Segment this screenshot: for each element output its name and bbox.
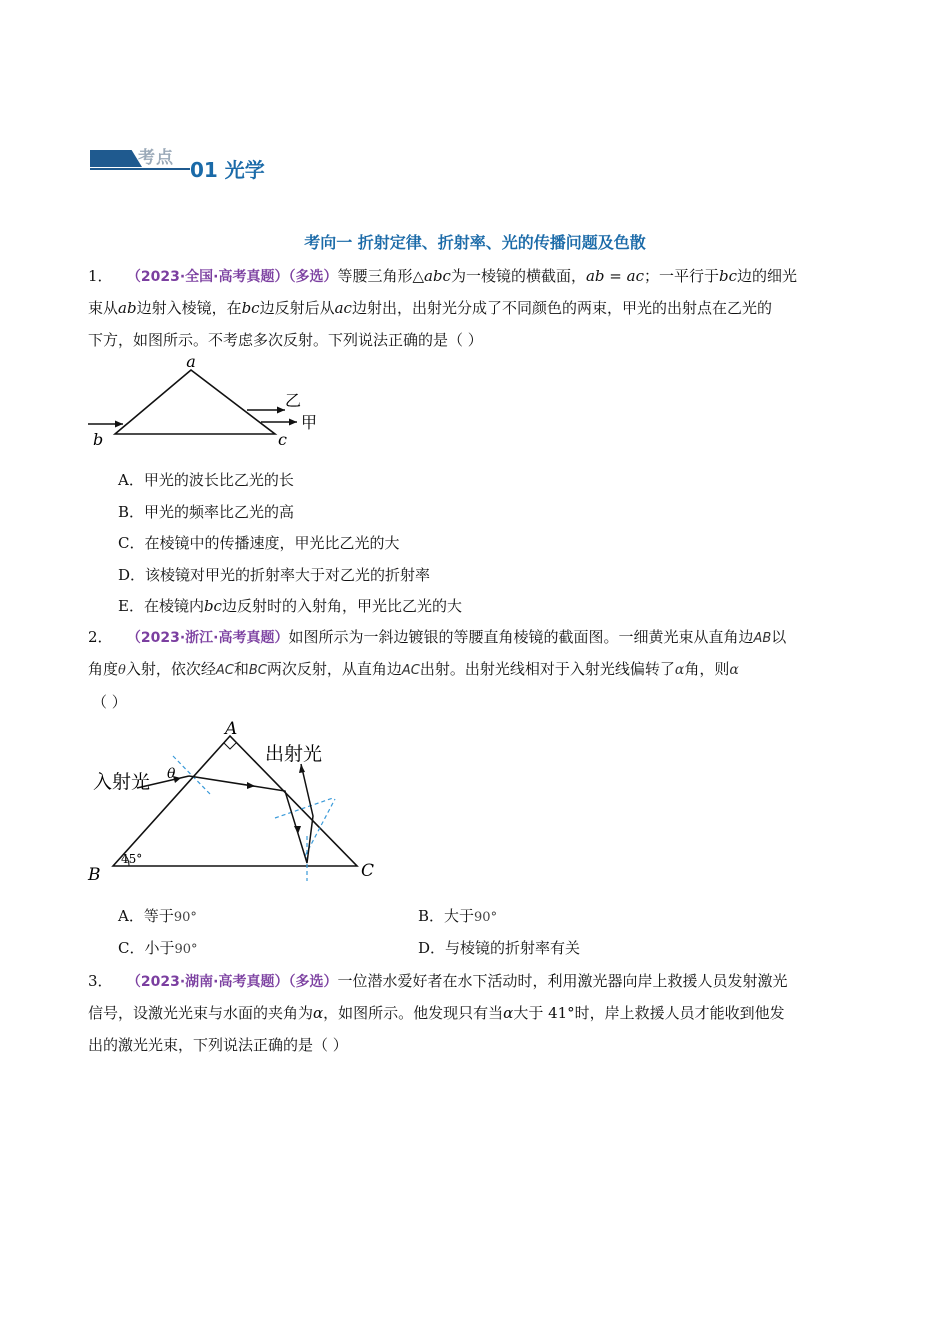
q1-text: 边射入棱镜，在 — [136, 299, 242, 317]
option-var: bc — [203, 597, 222, 615]
q1-option-b[interactable]: B．甲光的频率比乙光的高 — [118, 503, 295, 521]
option-value: 90° — [174, 942, 198, 957]
q1-option-e[interactable] — [118, 595, 462, 616]
label-jia: 甲 — [301, 413, 318, 432]
q2-var: AC — [215, 663, 234, 678]
prism-triangle — [115, 370, 275, 434]
header-tag: 考点 — [138, 148, 174, 168]
q3-text: ，如图所示。他发现只有当 — [323, 1004, 504, 1022]
q3-text: 一位潜水爱好者在水下活动时，利用激光器向岸上救援人员发射激光 — [337, 972, 788, 990]
option-text: 边反射时的入射角，甲光比乙光的大 — [221, 597, 462, 615]
q1-option-d[interactable]: D．该棱镜对甲光的折射率大于对乙光的折射率 — [118, 566, 431, 584]
q2-text: 入射，依次经 — [125, 660, 216, 678]
q3-number: 3． — [88, 972, 113, 990]
q2-text: 角，则 — [684, 660, 730, 678]
q2-var: AC — [401, 663, 420, 678]
option-value: 90° — [474, 910, 498, 925]
q1-var: bc — [719, 267, 738, 285]
q1-text: 边反射后从 — [259, 299, 335, 317]
option-text: E．在棱镜内 — [118, 597, 204, 615]
q1-var: ab = ac — [585, 267, 644, 285]
arrow-icon — [115, 421, 123, 428]
q2-option-a[interactable] — [118, 905, 197, 926]
option-text: B．大于 — [418, 907, 475, 925]
q3-line1 — [88, 971, 787, 992]
option-value: 90° — [173, 910, 197, 925]
q1-var: bc — [241, 299, 260, 317]
q2-line2 — [88, 659, 739, 681]
q1-option-a[interactable]: A．甲光的波长比乙光的长 — [118, 471, 294, 489]
arrow-icon — [247, 782, 255, 789]
q2-var: AB — [753, 631, 772, 646]
q2-prism-figure — [85, 716, 385, 886]
normal-line — [173, 756, 210, 794]
normal-line — [275, 798, 333, 818]
q2-text: 两次反射，从直角边 — [266, 660, 402, 678]
q3-line2 — [88, 1003, 785, 1023]
q2-text: 如图所示为一斜边镀银的等腰直角棱镜的截面图。一细黄光束从直角边 — [288, 628, 754, 646]
q1-line3: 下方，如图所示。不考虑多次反射。下列说法正确的是（ ） — [88, 331, 483, 349]
q2-option-b[interactable] — [418, 905, 497, 926]
q2-option-d[interactable]: D．与棱镜的折射率有关 — [418, 939, 581, 957]
right-angle-mark — [224, 743, 236, 749]
q2-var: α — [674, 662, 685, 678]
label-yi: 乙 — [285, 391, 302, 410]
q2-line1 — [88, 627, 786, 649]
q2-text: 以 — [771, 628, 787, 646]
arrow-icon — [294, 826, 301, 834]
vertex-A-label: A — [225, 719, 238, 739]
arrow-icon — [289, 419, 297, 426]
q2-text: 和 — [233, 660, 249, 678]
vertex-c-label: c — [278, 430, 287, 449]
vertex-b-label: b — [93, 430, 104, 449]
vertex-B-label: B — [88, 865, 101, 885]
q1-var: abc — [424, 267, 451, 285]
q2-text: 出射。出射光线相对于入射光线偏转了 — [419, 660, 675, 678]
q3-type: （多选） — [288, 974, 338, 990]
q2-option-c[interactable] — [118, 937, 198, 958]
q1-number: 1． — [88, 267, 113, 285]
incident-label: 入射光 — [93, 771, 151, 793]
arrow-icon — [277, 407, 285, 414]
q1-text: 边的细光 — [737, 267, 798, 285]
page-title: 01 光学 — [190, 158, 265, 182]
q3-text: 信号，设激光光束与水面的夹角为 — [88, 1004, 314, 1022]
q1-text: 等腰三角形△ — [337, 267, 425, 285]
q2-source: （2023·浙江·高考真题） — [126, 630, 289, 646]
subsection-title: 考向一 折射定律、折射率、光的传播问题及色散 — [304, 233, 646, 252]
q1-type: （多选） — [288, 269, 338, 285]
q3-text: 大于 41°时，岸上救援人员才能收到他发 — [513, 1004, 785, 1022]
light-path — [189, 764, 313, 863]
q2-var: θ — [118, 663, 126, 678]
option-text: C．小于 — [118, 939, 175, 957]
q2-text: 角度 — [88, 660, 119, 678]
option-text: A．等于 — [118, 907, 174, 925]
q1-prism-figure — [85, 352, 330, 450]
q2-line3: （ ） — [92, 693, 127, 711]
q1-text: 为一棱镜的横截面， — [450, 267, 586, 285]
q1-source: （2023·全国·高考真题） — [126, 269, 289, 285]
q1-line2 — [88, 298, 772, 318]
q1-var: ab — [118, 299, 137, 317]
theta-label: θ — [167, 766, 176, 782]
q3-source: （2023·湖南·高考真题） — [126, 974, 289, 990]
q2-number: 2． — [88, 628, 113, 646]
q1-text: 边射出，出射光分成了不同颜色的两束，甲光的出射点在乙光的 — [351, 299, 772, 317]
vertex-a-label: a — [186, 352, 196, 371]
q1-var: ac — [334, 299, 352, 317]
q3-var: α — [313, 1004, 324, 1022]
emergent-label: 出射光 — [265, 743, 323, 765]
q2-var: BC — [248, 663, 267, 678]
q1-text: 束从 — [88, 299, 119, 317]
vertex-C-label: C — [361, 861, 375, 881]
q1-option-c[interactable]: C．在棱镜中的传播速度，甲光比乙光的大 — [118, 534, 400, 552]
header-underline — [90, 168, 190, 170]
q2-var: α — [729, 662, 739, 678]
q3-line3: 出的激光光束，下列说法正确的是（ ） — [88, 1036, 348, 1054]
q1-line1 — [88, 266, 797, 287]
q1-text: ；一平行于 — [643, 267, 719, 285]
angle-label: 45° — [121, 852, 143, 866]
q3-var: α — [503, 1004, 514, 1022]
header-decoration — [90, 150, 142, 167]
